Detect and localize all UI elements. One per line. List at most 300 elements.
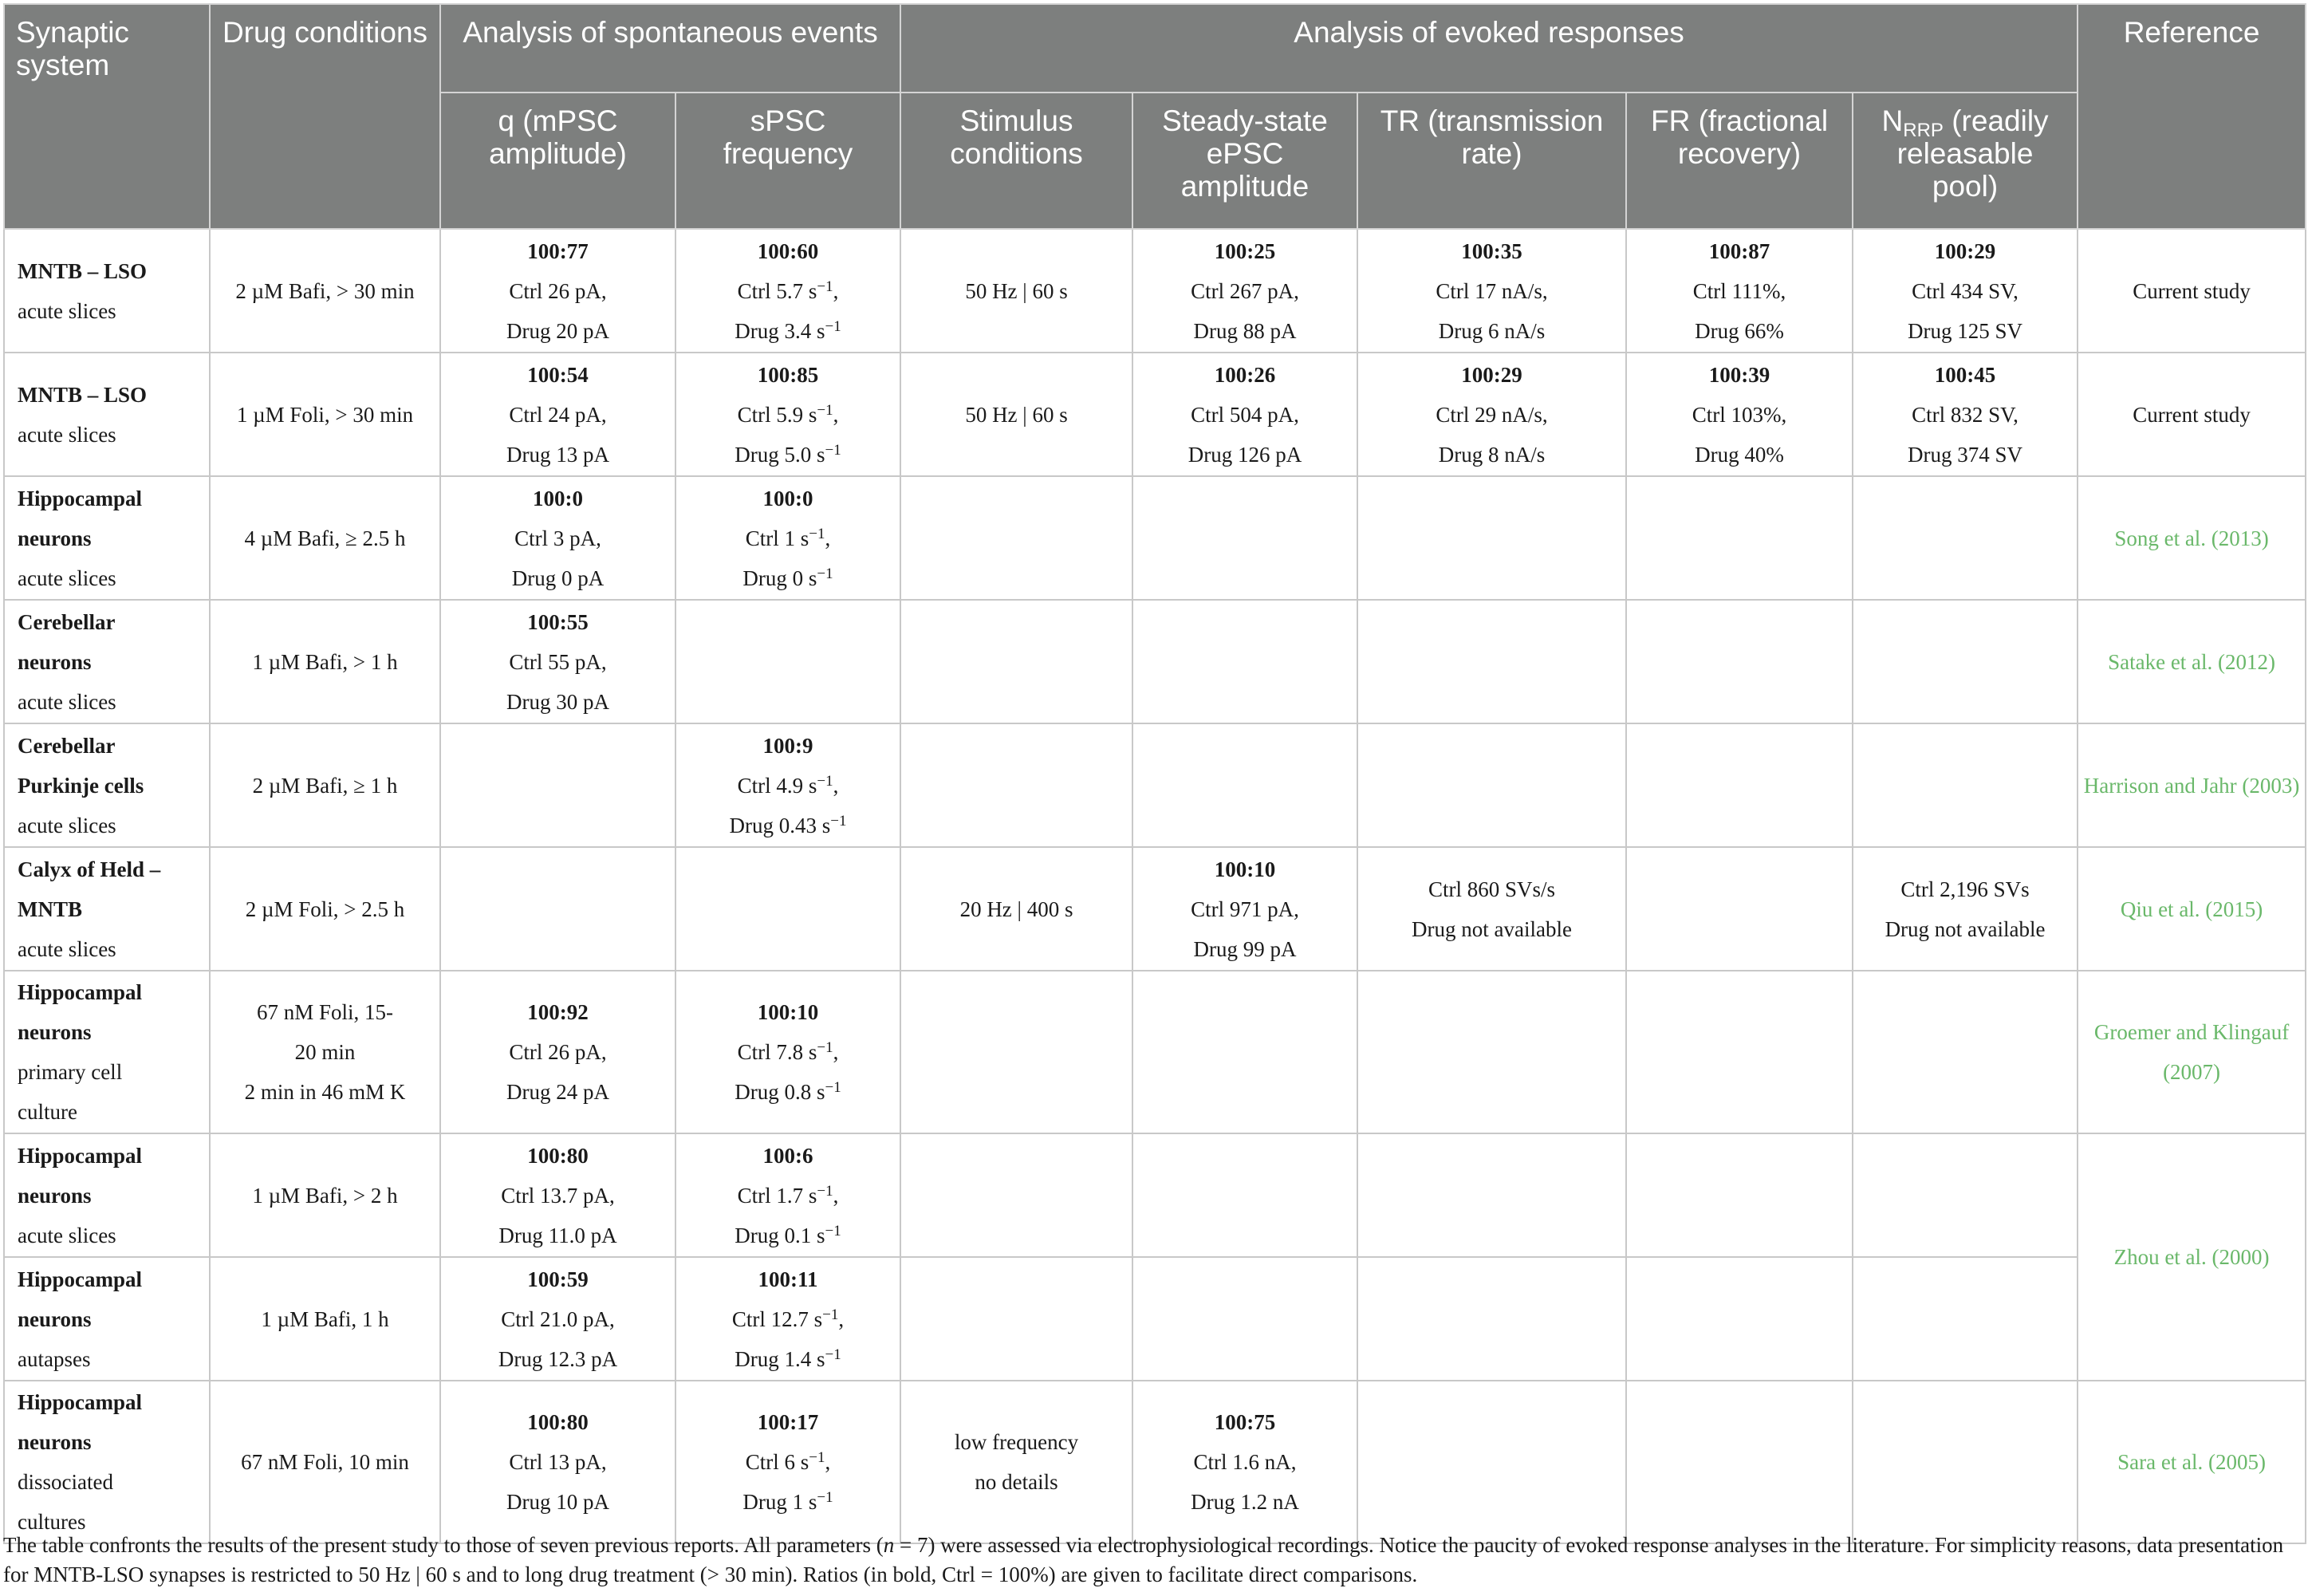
ctrl-text: Ctrl 434 SV, bbox=[1912, 278, 2019, 303]
header-drug-conditions: Drug conditions bbox=[210, 4, 440, 229]
drug-value bbox=[1138, 929, 1352, 969]
cell-synaptic-system bbox=[4, 1381, 210, 1543]
unit-exponent: −1 bbox=[817, 772, 833, 790]
ratio-value: 100:45 bbox=[1934, 362, 1996, 387]
cell-steady-state bbox=[1132, 723, 1357, 847]
table-row bbox=[4, 600, 2306, 723]
separator: , bbox=[833, 1040, 839, 1064]
drug-text: Drug 99 pA bbox=[1193, 936, 1297, 961]
cell-line: dissociated bbox=[18, 1470, 113, 1494]
cell-steady-state bbox=[1132, 1257, 1357, 1381]
ctrl-value bbox=[1858, 395, 2072, 435]
ctrl-text: Ctrl 21.0 pA, bbox=[501, 1306, 615, 1331]
cell-tr bbox=[1357, 600, 1626, 723]
cell-line: 2 µM Foli, > 2.5 h bbox=[245, 897, 405, 921]
ratio-value: 100:60 bbox=[757, 238, 819, 263]
header-stimulus: Stimulus conditions bbox=[900, 93, 1132, 229]
header-nrrp: $N_{RRP}$ (readily releasable pool) bbox=[1853, 93, 2078, 229]
drug-value bbox=[681, 1482, 895, 1522]
cell-reference[interactable]: Groemer and Klingauf (2007) bbox=[2078, 971, 2306, 1133]
drug-value bbox=[681, 1216, 895, 1255]
table-row bbox=[4, 1381, 2306, 1543]
drug-value bbox=[1858, 435, 2072, 475]
cell-line: acute slices bbox=[18, 1223, 116, 1247]
unit-exponent: −1 bbox=[825, 441, 841, 459]
cell-line: acute slices bbox=[18, 813, 116, 837]
drug-value bbox=[681, 806, 895, 845]
ctrl-text: Ctrl 1.6 nA, bbox=[1193, 1450, 1297, 1474]
drug-text: Drug 126 pA bbox=[1187, 442, 1302, 467]
drug-value bbox=[1858, 311, 2072, 351]
cell-drug-conditions bbox=[210, 1381, 440, 1543]
cell-stimulus bbox=[900, 847, 1132, 971]
ctrl-value bbox=[681, 271, 895, 311]
table-footnote: The table confronts the results of the present study to those of seven previous reports. All parameters (n = 7) were assessed via electrophysiological recordings. Notice the paucity of evoked response analyses in the literature. For simplicity reasons, data presentation for MNTB-LSO synapses is restricted to 50 Hz | 60 s and to long drug treatment (> 30 min). Ratios (in bold, Ctrl = 100%) are given to facilitate direct comparisons. bbox=[3, 1533, 2284, 1586]
cell-fr bbox=[1626, 353, 1853, 476]
header-q: q (mPSC amplitude) bbox=[440, 93, 675, 229]
ctrl-value bbox=[1138, 889, 1352, 929]
cell-spsc bbox=[675, 847, 900, 971]
cell-spsc bbox=[675, 971, 900, 1133]
cell-reference[interactable]: Satake et al. (2012) bbox=[2078, 600, 2306, 723]
ratio-value: 100:92 bbox=[527, 1000, 589, 1024]
drug-value bbox=[1632, 435, 1847, 475]
ctrl-text: Ctrl 504 pA, bbox=[1191, 402, 1299, 427]
cell-drug-conditions bbox=[210, 1133, 440, 1257]
unit-exponent: −1 bbox=[830, 812, 847, 830]
cell-stimulus bbox=[900, 971, 1132, 1133]
ctrl-text: Ctrl 111%, bbox=[1692, 278, 1786, 303]
ratio-value: 100:17 bbox=[757, 1410, 819, 1434]
ratio-value: 100:10 bbox=[757, 1000, 819, 1024]
ratio-value: 100:85 bbox=[757, 362, 819, 387]
ctrl-text: Ctrl 5.7 s bbox=[737, 278, 817, 303]
cell-stimulus bbox=[900, 476, 1132, 600]
cell-line: 1 µM Bafi, 1 h bbox=[261, 1306, 389, 1331]
drug-text: Drug 40% bbox=[1695, 442, 1784, 467]
cell-line: acute slices bbox=[18, 565, 116, 590]
system-name-line: MNTB – LSO bbox=[18, 382, 148, 407]
cell-tr bbox=[1357, 1133, 1626, 1257]
ratio-value: 100:80 bbox=[527, 1410, 589, 1434]
cell-fr bbox=[1626, 229, 1853, 353]
cell-nrrp bbox=[1853, 353, 2078, 476]
cell-line: 67 nM Foli, 15- bbox=[256, 1000, 394, 1024]
table-row bbox=[4, 723, 2306, 847]
cell-fr bbox=[1626, 847, 1853, 971]
ctrl-text: Ctrl 24 pA, bbox=[509, 402, 607, 427]
ratio-value: 100:6 bbox=[762, 1143, 813, 1168]
cell-fr bbox=[1626, 1381, 1853, 1543]
cell-line: cultures bbox=[18, 1510, 86, 1534]
cell-line: 4 µM Bafi, ≥ 2.5 h bbox=[244, 526, 406, 550]
header-spontaneous-events: Analysis of spontaneous events bbox=[440, 4, 900, 93]
unit-exponent: −1 bbox=[809, 525, 825, 542]
cell-nrrp bbox=[1853, 1381, 2078, 1543]
ctrl-value bbox=[681, 1299, 895, 1339]
cell-stimulus bbox=[900, 229, 1132, 353]
cell-tr bbox=[1357, 847, 1626, 971]
cell-line: acute slices bbox=[18, 936, 116, 961]
cell-nrrp bbox=[1853, 1133, 2078, 1257]
drug-text: Drug 30 pA bbox=[506, 689, 609, 714]
separator: , bbox=[833, 1183, 839, 1208]
cell-stimulus bbox=[900, 1133, 1132, 1257]
table-row bbox=[4, 229, 2306, 353]
cell-synaptic-system bbox=[4, 971, 210, 1133]
cell-reference[interactable]: Zhou et al. (2000) bbox=[2078, 1133, 2306, 1381]
cell-q bbox=[440, 476, 675, 600]
system-name-line: neurons bbox=[18, 1183, 92, 1208]
ctrl-value bbox=[681, 766, 895, 806]
cell-reference: Current study bbox=[2078, 229, 2306, 353]
cell-steady-state bbox=[1132, 1381, 1357, 1543]
system-name-line: Hippocampal bbox=[18, 1267, 143, 1291]
cell-spsc bbox=[675, 723, 900, 847]
cell-line: Ctrl 860 SVs/s bbox=[1428, 877, 1556, 901]
ctrl-text: Ctrl 13 pA, bbox=[509, 1450, 607, 1474]
system-name-line: Cerebellar bbox=[18, 733, 116, 758]
drug-text: Drug 6 nA/s bbox=[1438, 318, 1546, 343]
drug-text: Drug 66% bbox=[1695, 318, 1784, 343]
cell-fr bbox=[1626, 1133, 1853, 1257]
cell-spsc bbox=[675, 229, 900, 353]
ctrl-value bbox=[1363, 395, 1621, 435]
cell-line: 67 nM Foli, 10 min bbox=[241, 1450, 409, 1474]
drug-text: Drug 1.4 s bbox=[735, 1346, 825, 1371]
header-synaptic-system: Synaptic system bbox=[4, 4, 210, 229]
drug-value bbox=[1632, 311, 1847, 351]
drug-text: Drug 3.4 s bbox=[735, 318, 825, 343]
system-name-line: neurons bbox=[18, 1020, 92, 1044]
cell-line: 20 min bbox=[294, 1040, 356, 1064]
drug-text: Drug 8 nA/s bbox=[1438, 442, 1546, 467]
cell-steady-state bbox=[1132, 353, 1357, 476]
drug-value bbox=[446, 558, 670, 598]
ratio-value: 100:0 bbox=[762, 486, 813, 510]
unit-exponent: −1 bbox=[809, 1449, 825, 1466]
ctrl-value bbox=[681, 395, 895, 435]
cell-line: acute slices bbox=[18, 689, 116, 714]
unit-exponent: −1 bbox=[817, 1489, 833, 1506]
cell-q bbox=[440, 1381, 675, 1543]
ctrl-value bbox=[1363, 271, 1621, 311]
ctrl-text: Ctrl 29 nA/s, bbox=[1436, 402, 1548, 427]
cell-line: primary cell bbox=[18, 1060, 123, 1084]
unit-exponent: −1 bbox=[825, 1346, 841, 1363]
ctrl-text: Ctrl 26 pA, bbox=[509, 1040, 607, 1064]
cell-synaptic-system bbox=[4, 476, 210, 600]
cell-drug-conditions bbox=[210, 971, 440, 1133]
drug-text: Drug 1 s bbox=[742, 1490, 817, 1514]
system-name-line: neurons bbox=[18, 649, 92, 674]
ratio-value: 100:54 bbox=[527, 362, 589, 387]
drug-value bbox=[446, 682, 670, 722]
drug-value bbox=[446, 1072, 670, 1112]
drug-value bbox=[1363, 311, 1621, 351]
cell-reference[interactable]: Qiu et al. (2015) bbox=[2078, 847, 2306, 971]
unit-exponent: −1 bbox=[825, 1222, 841, 1239]
table-row bbox=[4, 1257, 2306, 1381]
system-name-line: Purkinje cells bbox=[18, 773, 144, 798]
table-row bbox=[4, 847, 2306, 971]
ctrl-value bbox=[446, 1442, 670, 1482]
cell-nrrp bbox=[1853, 476, 2078, 600]
drug-text: Drug 0.8 s bbox=[735, 1080, 825, 1104]
cell-synaptic-system bbox=[4, 847, 210, 971]
ctrl-value bbox=[446, 271, 670, 311]
cell-line: 20 Hz | 400 s bbox=[959, 897, 1073, 921]
ratio-value: 100:10 bbox=[1214, 857, 1276, 881]
unit-exponent: −1 bbox=[817, 401, 833, 419]
cell-nrrp bbox=[1853, 600, 2078, 723]
drug-text: Drug 125 SV bbox=[1908, 318, 2023, 343]
unit-exponent: −1 bbox=[817, 1039, 833, 1056]
cell-drug-conditions bbox=[210, 1257, 440, 1381]
drug-value bbox=[1138, 1482, 1352, 1522]
ctrl-text: Ctrl 971 pA, bbox=[1191, 897, 1299, 921]
cell-tr bbox=[1357, 971, 1626, 1133]
ratio-value: 100:59 bbox=[527, 1267, 589, 1291]
cell-nrrp bbox=[1853, 1257, 2078, 1381]
cell-q bbox=[440, 229, 675, 353]
cell-line: 1 µM Bafi, > 1 h bbox=[252, 649, 398, 674]
ctrl-text: Ctrl 4.9 s bbox=[737, 773, 817, 798]
ctrl-text: Ctrl 26 pA, bbox=[509, 278, 607, 303]
drug-text: Drug 88 pA bbox=[1193, 318, 1297, 343]
drug-value bbox=[1138, 435, 1352, 475]
cell-line: Drug not available bbox=[1412, 916, 1572, 941]
ratio-value: 100:29 bbox=[1934, 238, 1996, 263]
drug-text: Drug 0 pA bbox=[511, 565, 605, 590]
table-row bbox=[4, 353, 2306, 476]
cell-stimulus bbox=[900, 1257, 1132, 1381]
cell-line: 1 µM Foli, > 30 min bbox=[236, 402, 414, 427]
unit-exponent: −1 bbox=[817, 1182, 833, 1200]
system-name-line: Calyx of Held – bbox=[18, 857, 161, 881]
cell-line: Drug not available bbox=[1885, 916, 2046, 941]
cell-stimulus bbox=[900, 723, 1132, 847]
ctrl-value bbox=[681, 518, 895, 558]
drug-text: Drug 20 pA bbox=[506, 318, 609, 343]
ctrl-value bbox=[446, 1299, 670, 1339]
ctrl-value bbox=[1138, 395, 1352, 435]
cell-spsc bbox=[675, 600, 900, 723]
unit-exponent: −1 bbox=[822, 1306, 839, 1323]
cell-spsc bbox=[675, 353, 900, 476]
ctrl-text: Ctrl 13.7 pA, bbox=[501, 1183, 615, 1208]
cell-reference[interactable]: Sara et al. (2005) bbox=[2078, 1381, 2306, 1543]
ctrl-text: Ctrl 267 pA, bbox=[1191, 278, 1299, 303]
drug-text: Drug 10 pA bbox=[506, 1490, 609, 1514]
cell-synaptic-system bbox=[4, 1133, 210, 1257]
drug-value bbox=[681, 1072, 895, 1112]
cell-stimulus bbox=[900, 353, 1132, 476]
cell-nrrp bbox=[1853, 971, 2078, 1133]
system-name-line: neurons bbox=[18, 1430, 92, 1454]
ratio-value: 100:9 bbox=[762, 733, 813, 758]
drug-value bbox=[1363, 435, 1621, 475]
cell-fr bbox=[1626, 723, 1853, 847]
system-name-line: MNTB bbox=[18, 897, 82, 921]
ctrl-value bbox=[1632, 271, 1847, 311]
ctrl-value bbox=[446, 518, 670, 558]
cell-tr bbox=[1357, 1381, 1626, 1543]
header-reference: Reference bbox=[2078, 4, 2306, 229]
drug-value bbox=[681, 435, 895, 475]
cell-stimulus bbox=[900, 1381, 1132, 1543]
ctrl-value bbox=[1138, 271, 1352, 311]
ctrl-text: Ctrl 103%, bbox=[1692, 402, 1787, 427]
cell-line: 1 µM Bafi, > 2 h bbox=[252, 1183, 398, 1208]
table-row bbox=[4, 476, 2306, 600]
cell-synaptic-system bbox=[4, 723, 210, 847]
drug-value bbox=[446, 311, 670, 351]
ctrl-text: Ctrl 7.8 s bbox=[737, 1040, 817, 1064]
cell-tr bbox=[1357, 723, 1626, 847]
drug-value bbox=[681, 558, 895, 598]
comparison-table bbox=[3, 3, 2306, 1544]
cell-synaptic-system bbox=[4, 353, 210, 476]
separator: , bbox=[825, 1450, 831, 1474]
ratio-value: 100:0 bbox=[533, 486, 583, 510]
cell-line: 2 µM Bafi, > 30 min bbox=[235, 278, 415, 303]
ctrl-text: Ctrl 5.9 s bbox=[737, 402, 817, 427]
ratio-value: 100:75 bbox=[1214, 1410, 1276, 1434]
header-tr: TR (transmission rate) bbox=[1357, 93, 1626, 229]
drug-text: Drug 12.3 pA bbox=[498, 1346, 618, 1371]
cell-q bbox=[440, 1133, 675, 1257]
cell-spsc bbox=[675, 1381, 900, 1543]
drug-value bbox=[681, 1339, 895, 1379]
cell-fr bbox=[1626, 1257, 1853, 1381]
ctrl-value bbox=[681, 1032, 895, 1072]
cell-q bbox=[440, 1257, 675, 1381]
drug-text: Drug 11.0 pA bbox=[498, 1223, 617, 1247]
system-name-line: MNTB – LSO bbox=[18, 258, 148, 283]
cell-drug-conditions bbox=[210, 229, 440, 353]
table-row bbox=[4, 971, 2306, 1133]
cell-line: Ctrl 2,196 SVs bbox=[1900, 877, 2030, 901]
cell-line: no details bbox=[975, 1470, 1058, 1494]
ratio-value: 100:29 bbox=[1461, 362, 1522, 387]
ratio-value: 100:55 bbox=[527, 609, 589, 634]
drug-value bbox=[446, 1482, 670, 1522]
separator: , bbox=[833, 402, 839, 427]
cell-spsc bbox=[675, 1133, 900, 1257]
ctrl-text: Ctrl 3 pA, bbox=[514, 526, 601, 550]
separator: , bbox=[833, 278, 839, 303]
cell-synaptic-system bbox=[4, 229, 210, 353]
cell-q bbox=[440, 847, 675, 971]
cell-fr bbox=[1626, 476, 1853, 600]
cell-spsc bbox=[675, 1257, 900, 1381]
ctrl-value bbox=[1138, 1442, 1352, 1482]
system-name-line: Hippocampal bbox=[18, 980, 143, 1004]
cell-reference[interactable]: Song et al. (2013) bbox=[2078, 476, 2306, 600]
cell-reference[interactable]: Harrison and Jahr (2003) bbox=[2078, 723, 2306, 847]
ratio-value: 100:77 bbox=[527, 238, 589, 263]
header-steady-state: Steady-state ePSC amplitude bbox=[1132, 93, 1357, 229]
system-name-line: Cerebellar bbox=[18, 609, 116, 634]
ctrl-value bbox=[446, 1176, 670, 1216]
ctrl-value bbox=[446, 642, 670, 682]
cell-tr bbox=[1357, 229, 1626, 353]
ctrl-value bbox=[681, 1176, 895, 1216]
cell-q bbox=[440, 353, 675, 476]
ctrl-text: Ctrl 1 s bbox=[745, 526, 809, 550]
separator: , bbox=[833, 773, 839, 798]
drug-text: Drug 0.43 s bbox=[729, 813, 831, 837]
ratio-value: 100:11 bbox=[758, 1267, 818, 1291]
separator: , bbox=[838, 1306, 845, 1331]
cell-tr bbox=[1357, 1257, 1626, 1381]
cell-line: acute slices bbox=[18, 422, 116, 447]
ratio-value: 100:39 bbox=[1708, 362, 1770, 387]
cell-steady-state bbox=[1132, 971, 1357, 1133]
ratio-value: 100:26 bbox=[1214, 362, 1276, 387]
cell-steady-state bbox=[1132, 229, 1357, 353]
separator: , bbox=[825, 526, 831, 550]
cell-reference: Current study bbox=[2078, 353, 2306, 476]
cell-line: 50 Hz | 60 s bbox=[965, 402, 1068, 427]
cell-line: autapses bbox=[18, 1346, 91, 1371]
unit-exponent: −1 bbox=[817, 565, 833, 582]
cell-steady-state bbox=[1132, 1133, 1357, 1257]
system-name-line: Hippocampal bbox=[18, 486, 143, 510]
drug-text: Drug 0.1 s bbox=[735, 1223, 825, 1247]
drug-value bbox=[446, 435, 670, 475]
ratio-value: 100:35 bbox=[1461, 238, 1522, 263]
drug-value bbox=[446, 1339, 670, 1379]
cell-synaptic-system bbox=[4, 1257, 210, 1381]
system-name-line: Hippocampal bbox=[18, 1390, 143, 1414]
drug-text: Drug 0 s bbox=[742, 565, 817, 590]
system-name-line: neurons bbox=[18, 1306, 92, 1331]
cell-drug-conditions bbox=[210, 847, 440, 971]
drug-value bbox=[1138, 311, 1352, 351]
cell-line: 50 Hz | 60 s bbox=[965, 278, 1068, 303]
ctrl-value bbox=[1632, 395, 1847, 435]
ctrl-value bbox=[446, 1032, 670, 1072]
cell-steady-state bbox=[1132, 600, 1357, 723]
cell-fr bbox=[1626, 600, 1853, 723]
ctrl-value bbox=[681, 1442, 895, 1482]
ctrl-text: Ctrl 1.7 s bbox=[737, 1183, 817, 1208]
drug-text: Drug 374 SV bbox=[1908, 442, 2023, 467]
cell-line: low frequency bbox=[954, 1430, 1079, 1454]
ratio-value: 100:87 bbox=[1708, 238, 1770, 263]
ctrl-value bbox=[1858, 271, 2072, 311]
unit-exponent: −1 bbox=[817, 278, 833, 295]
ctrl-text: Ctrl 6 s bbox=[745, 1450, 809, 1474]
ctrl-text: Ctrl 832 SV, bbox=[1912, 402, 2019, 427]
cell-line: 2 min in 46 mM K bbox=[244, 1080, 406, 1104]
cell-synaptic-system bbox=[4, 600, 210, 723]
drug-value bbox=[681, 311, 895, 351]
table-row bbox=[4, 1133, 2306, 1257]
ratio-value: 100:80 bbox=[527, 1143, 589, 1168]
cell-line: culture bbox=[18, 1100, 77, 1124]
header-spsc: sPSC frequency bbox=[675, 93, 900, 229]
table-body bbox=[4, 229, 2306, 1543]
drug-text: Drug 13 pA bbox=[506, 442, 609, 467]
ctrl-text: Ctrl 17 nA/s, bbox=[1436, 278, 1548, 303]
cell-steady-state bbox=[1132, 847, 1357, 971]
cell-drug-conditions bbox=[210, 723, 440, 847]
ratio-value: 100:25 bbox=[1214, 238, 1276, 263]
cell-q bbox=[440, 723, 675, 847]
